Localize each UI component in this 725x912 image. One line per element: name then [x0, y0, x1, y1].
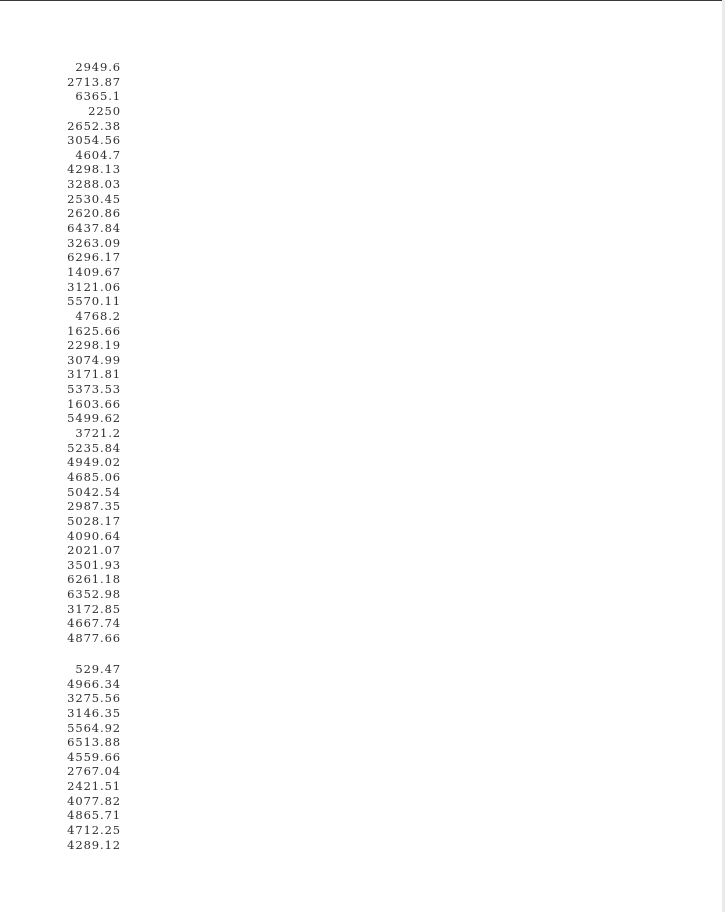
number-value: 5028.17	[67, 513, 121, 528]
number-value: 6261.18	[67, 572, 121, 587]
number-value: 1603.66	[67, 396, 121, 411]
number-value: 4966.34	[67, 676, 121, 691]
number-value: 3721.2	[75, 426, 121, 441]
number-value: 3054.56	[67, 133, 121, 148]
number-value: 2298.19	[67, 338, 121, 353]
number-value: 6352.98	[67, 587, 121, 602]
number-value: 3275.56	[67, 691, 121, 706]
number-value: 4949.02	[67, 455, 121, 470]
number-value: 5235.84	[67, 440, 121, 455]
number-value: 3288.03	[67, 177, 121, 192]
number-value: 3074.99	[67, 352, 121, 367]
number-value: 4077.82	[67, 793, 121, 808]
number-column-block-2	[40, 662, 121, 852]
number-value: 1409.67	[67, 264, 121, 279]
number-value: 2530.45	[67, 191, 121, 206]
number-value: 4865.71	[67, 808, 121, 823]
number-value: 4289.12	[67, 837, 121, 852]
number-value: 529.47	[75, 662, 121, 676]
number-value: 4604.7	[75, 147, 121, 162]
number-value: 4667.74	[67, 616, 121, 631]
number-value: 5570.11	[67, 294, 121, 309]
number-value: 6513.88	[67, 735, 121, 750]
number-value: 3501.93	[67, 557, 121, 572]
number-value: 3146.35	[67, 705, 121, 720]
number-value: 5499.62	[67, 411, 121, 426]
number-value: 2250	[88, 103, 121, 118]
number-value: 3121.06	[67, 279, 121, 294]
number-value: 3172.85	[67, 601, 121, 616]
number-value: 2021.07	[67, 543, 121, 558]
number-value: 6437.84	[67, 221, 121, 236]
number-value: 2713.87	[67, 74, 121, 89]
number-value: 2949.6	[75, 60, 121, 74]
number-value: 6365.1	[75, 89, 121, 104]
number-value: 5042.54	[67, 484, 121, 499]
top-border-line	[0, 0, 725, 1]
number-value: 2987.35	[67, 499, 121, 514]
number-value: 4877.66	[67, 630, 121, 645]
number-value: 1625.66	[67, 323, 121, 338]
number-value: 4559.66	[67, 749, 121, 764]
number-value: 4090.64	[67, 528, 121, 543]
number-column-block-1	[40, 60, 121, 646]
number-value: 6296.17	[67, 250, 121, 265]
number-value: 4685.06	[67, 469, 121, 484]
number-value: 5373.53	[67, 382, 121, 397]
number-value: 2767.04	[67, 764, 121, 779]
number-value: 3263.09	[67, 235, 121, 250]
number-value: 5564.92	[67, 720, 121, 735]
number-value: 2421.51	[67, 779, 121, 794]
number-value: 4768.2	[75, 308, 121, 323]
number-value: 4712.25	[67, 823, 121, 838]
number-value: 2620.86	[67, 206, 121, 221]
number-value: 4298.13	[67, 162, 121, 177]
number-value: 2652.38	[67, 118, 121, 133]
number-value: 3171.81	[67, 367, 121, 382]
